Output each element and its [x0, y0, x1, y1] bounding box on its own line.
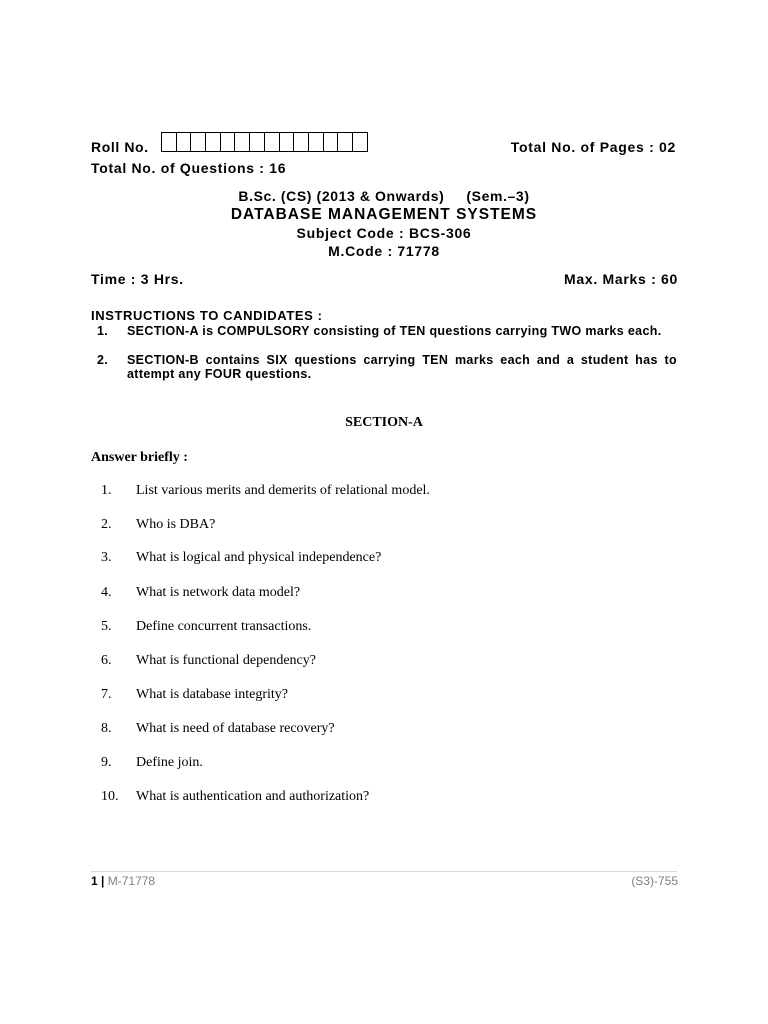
question-item: [101, 653, 316, 669]
instruction-text: SECTION-A is COMPULSORY consisting of TEN questions carrying TWO marks each.: [127, 324, 662, 338]
footer-right-code: (S3)-755: [631, 874, 678, 888]
footer-page-number: 1: [91, 874, 98, 888]
footer-separator: |: [101, 874, 105, 888]
roll-no-box: [338, 133, 353, 151]
section-a-heading: SECTION-A: [345, 415, 423, 430]
subject-code: Subject Code : BCS-306: [296, 225, 472, 241]
roll-no-box: [177, 133, 192, 151]
roll-no-box: [235, 133, 250, 151]
question-number: 8.: [101, 721, 112, 736]
roll-no-box: [309, 133, 324, 151]
course-program: B.Sc. (CS) (2013 & Onwards): [238, 188, 445, 204]
question-item: [101, 550, 381, 566]
footer-left: [91, 874, 155, 888]
question-text: What is network data model?: [136, 585, 301, 600]
question-item: [101, 585, 300, 601]
question-item: [101, 687, 288, 703]
question-text: What is authentication and authorization?: [136, 789, 370, 804]
question-text: What is logical and physical independence?: [136, 550, 382, 565]
roll-no-box: [162, 133, 177, 151]
instruction-text: SECTION-B contains SIX questions carrying TEN marks each and a student has to attempt any FOUR questions.: [127, 353, 677, 381]
question-number: 4.: [101, 585, 112, 600]
question-item: [101, 517, 215, 533]
roll-no-label: Roll No.: [91, 139, 149, 155]
answer-briefly-label: Answer briefly :: [91, 450, 188, 465]
question-text: Who is DBA?: [136, 517, 216, 532]
roll-no-box: [221, 133, 236, 151]
question-item: [101, 789, 369, 805]
question-text: List various merits and demerits of relational model.: [136, 483, 430, 498]
roll-no-box: [250, 133, 265, 151]
course-line: [0, 188, 768, 204]
question-number: 6.: [101, 653, 112, 668]
question-number: 3.: [101, 550, 112, 565]
instruction-number: 1.: [97, 324, 109, 338]
question-text: What is functional dependency?: [136, 653, 316, 668]
question-number: 9.: [101, 755, 112, 770]
instructions-heading: INSTRUCTIONS TO CANDIDATES :: [91, 308, 323, 323]
max-marks: Max. Marks : 60: [564, 271, 678, 287]
question-text: What is need of database recovery?: [136, 721, 335, 736]
question-text: What is database integrity?: [136, 687, 288, 702]
instruction-item: [97, 324, 677, 338]
m-code: M.Code : 71778: [328, 243, 440, 259]
roll-no-box: [324, 133, 339, 151]
course-semester: (Sem.–3): [466, 188, 530, 204]
total-pages: Total No. of Pages : 02: [510, 139, 676, 155]
roll-no-boxes: [161, 132, 368, 152]
paper-title: DATABASE MANAGEMENT SYSTEMS: [230, 206, 538, 223]
question-item: [101, 483, 430, 499]
instruction-item: [97, 353, 677, 381]
roll-no-box: [206, 133, 221, 151]
question-number: 5.: [101, 619, 112, 634]
roll-no-box: [191, 133, 206, 151]
instruction-number: 2.: [97, 353, 109, 367]
roll-no-box: [265, 133, 280, 151]
question-number: 2.: [101, 517, 112, 532]
total-questions: Total No. of Questions : 16: [91, 160, 287, 176]
question-text: Define concurrent transactions.: [136, 619, 312, 634]
question-number: 1.: [101, 483, 112, 498]
roll-no-box: [280, 133, 295, 151]
question-number: 10.: [101, 789, 119, 804]
footer-code: M-71778: [107, 874, 156, 888]
question-item: [101, 721, 335, 737]
question-item: [101, 619, 311, 635]
roll-no-box: [294, 133, 309, 151]
exam-time: Time : 3 Hrs.: [91, 271, 184, 287]
footer-divider: [91, 871, 677, 872]
roll-no-box: [353, 133, 367, 151]
question-number: 7.: [101, 687, 112, 702]
question-item: [101, 755, 203, 771]
question-text: Define join.: [136, 755, 203, 770]
